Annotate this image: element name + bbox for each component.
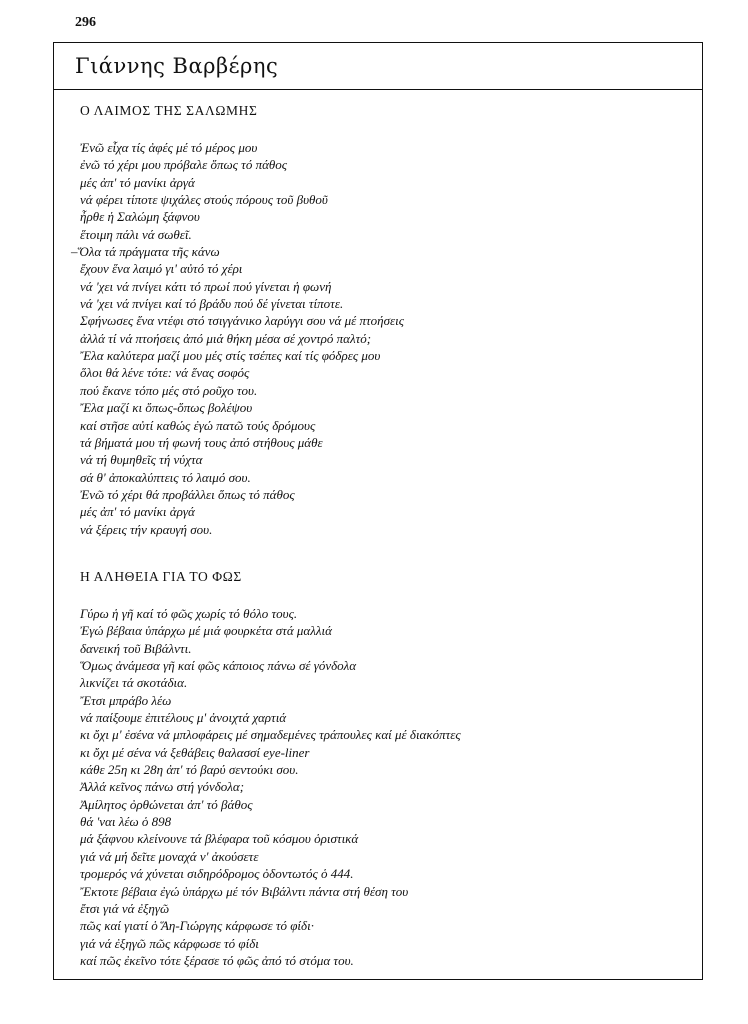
poem-line: Ἔλα καλύτερα μαζί μου μές στίς τσέπες καί τίς φόδρες μου (80, 348, 381, 364)
poem-line: κι ὄχι μέ σένα νά ξεθάβεις θαλασσί eye-liner (80, 744, 310, 760)
poem-line: Ἐνῶ εἶχα τίς ἀφές μέ τό μέρος μου (80, 140, 258, 155)
poem-line: ὅλοι θά λένε τότε: νά ἕνας σοφός (80, 365, 250, 381)
poem-line: νά 'χει νά πνίγει κάτι τό πρωί πού γίνεται ἡ φωνή (80, 278, 332, 294)
anthology-frame (53, 42, 703, 980)
poem-truth-about-light (80, 569, 461, 969)
poem-line: θά 'ναι λέω ὁ 898 (80, 814, 172, 830)
poem-line: Ἀμίλητος ὀρθώνεται ἀπ' τό βάθος (80, 796, 253, 812)
poem-line: πού ἔκανε τόπο μές στό ροῦχο του. (80, 382, 258, 398)
poem-line: Ἔτσι μπράβο λέω (80, 692, 172, 708)
poem-line: νά 'χει νά πνίγει καί τό βράδυ πού δέ γίνεται τίποτε. (80, 296, 344, 312)
poem-line: τρομερός νά χύνεται σιδηρόδρομος ὀδοντωτός ὁ 444. (80, 866, 354, 882)
poem-line: Ἐνῶ τό χέρι θά προβάλλει ὅπως τό πάθος (80, 486, 295, 502)
poem-line: κάθε 25η κι 28η ἀπ' τό βαρύ σεντούκι σου. (80, 762, 299, 778)
author-header (54, 43, 702, 90)
poem-line: μές ἀπ' τό μανίκι ἀργά (80, 174, 195, 190)
poem-line: νά φέρει τίποτε ψιχάλες στούς πόρους τοῦ βυθοῦ (80, 192, 328, 208)
poem-line: Ἐγώ βέβαια ὑπάρχω μέ μιά φουρκέτα στά μαλλιά (80, 623, 332, 639)
poem-line: μές ἀπ' τό μανίκι ἀργά (80, 504, 195, 520)
poem-salome (71, 103, 405, 538)
poem-line: ἀλλά τί νά πτοήσεις ἀπό μιά θήκη μέσα σέ χοντρό παλτό; (80, 330, 372, 346)
poem-line: κι ὄχι μ' ἐσένα νά μπλοφάρεις μέ σημαδεμένες τράπουλες καί μέ διακόπτες (80, 727, 461, 743)
poem-line: νά τή θυμηθεῖς τή νύχτα (80, 452, 203, 468)
poem-line: δανεική τοῦ Βιβάλντι. (80, 640, 192, 656)
poem-lines (80, 605, 461, 969)
poem-line: ἔχουν ἕνα λαιμό γι' αὐτό τό χέρι (80, 261, 243, 277)
poem-line: νά ξέρεις τήν κραυγή σου. (80, 521, 213, 537)
poem-title: Η ΑΛΗΘΕΙΑ ΓΙΑ ΤΟ ΦΩΣ (80, 569, 242, 584)
poem-line: Ἀλλά κεῖνος πάνω στή γόνδολα; (80, 779, 245, 795)
poem-line: τά βήματά μου τή φωνή τους ἀπό στήθους μάθε (80, 434, 323, 450)
poem-line: πῶς καί γιατί ὁ Ἅη-Γιώργης κάρφωσε τό φίδι· (80, 918, 314, 934)
poem-line: γιά νά ἐξηγῶ πῶς κάρφωσε τό φίδι (80, 935, 259, 951)
poem-line: ἕτοιμη πάλι νά σωθεῖ. (80, 226, 192, 242)
poem-line: Ὅμως ἀνάμεσα γῆ καί φῶς κάποιος πάνω σέ γόνδολα (80, 658, 357, 674)
poem-line: Γύρω ἡ γῆ καί τό φῶς χωρίς τό θόλο τους. (80, 606, 298, 621)
poem-line: ἐνῶ τό χέρι μου πρόβαλε ὅπως τό πάθος (80, 157, 288, 173)
poem-line: Ἔκτοτε βέβαια ἐγώ ὑπάρχω μέ τόν Βιβάλντι πάντα στή θέση του (80, 883, 409, 899)
poem-lines (71, 139, 405, 538)
poem-line: λικνίζει τά σκοτάδια. (80, 675, 188, 691)
poem-line: καί πῶς ἐκεῖνο τότε ξέρασε τό φῶς ἀπό τό στόμα του. (80, 952, 354, 968)
poem-line: ἦρθε ἡ Σαλώμη ξάφνου (80, 209, 200, 225)
poem-line: νά παίξουμε ἐπιτέλους μ' ἀνοιχτά χαρτιά (80, 710, 287, 726)
poem-line: ἔτσι γιά νά ἐξηγῶ (80, 900, 170, 916)
author-name: Γιάννης Βαρβέρης (75, 54, 279, 78)
poem-title: Ο ΛΑΙΜΟΣ ΤΗΣ ΣΑΛΩΜΗΣ (80, 103, 258, 118)
poem-line: μά ξάφνου κλείνουνε τά βλέφαρα τοῦ κόσμου ὁριστικά (80, 831, 359, 847)
poem-line: Ἔλα μαζί κι ὅπως-ὅπως βολέψου (80, 400, 253, 416)
poem-line: –Ὅλα τά πράγματα τῆς κάνω (71, 244, 220, 260)
poem-line: Σφήνωσες ἕνα ντέφι στό τσιγγάνικο λαρύγγι σου νά μέ πτοήσεις (80, 313, 405, 329)
poem-line: καί στῆσε αὐτί καθώς ἐγώ πατῶ τούς δρόμους (80, 417, 316, 433)
poem-line: γιά νά μή δεῖτε μοναχά ν' ἀκούσετε (80, 848, 259, 864)
poem-line: σά θ' ἀποκαλύπτεις τό λαιμό σου. (80, 469, 251, 485)
page-number: 296 (75, 15, 96, 30)
